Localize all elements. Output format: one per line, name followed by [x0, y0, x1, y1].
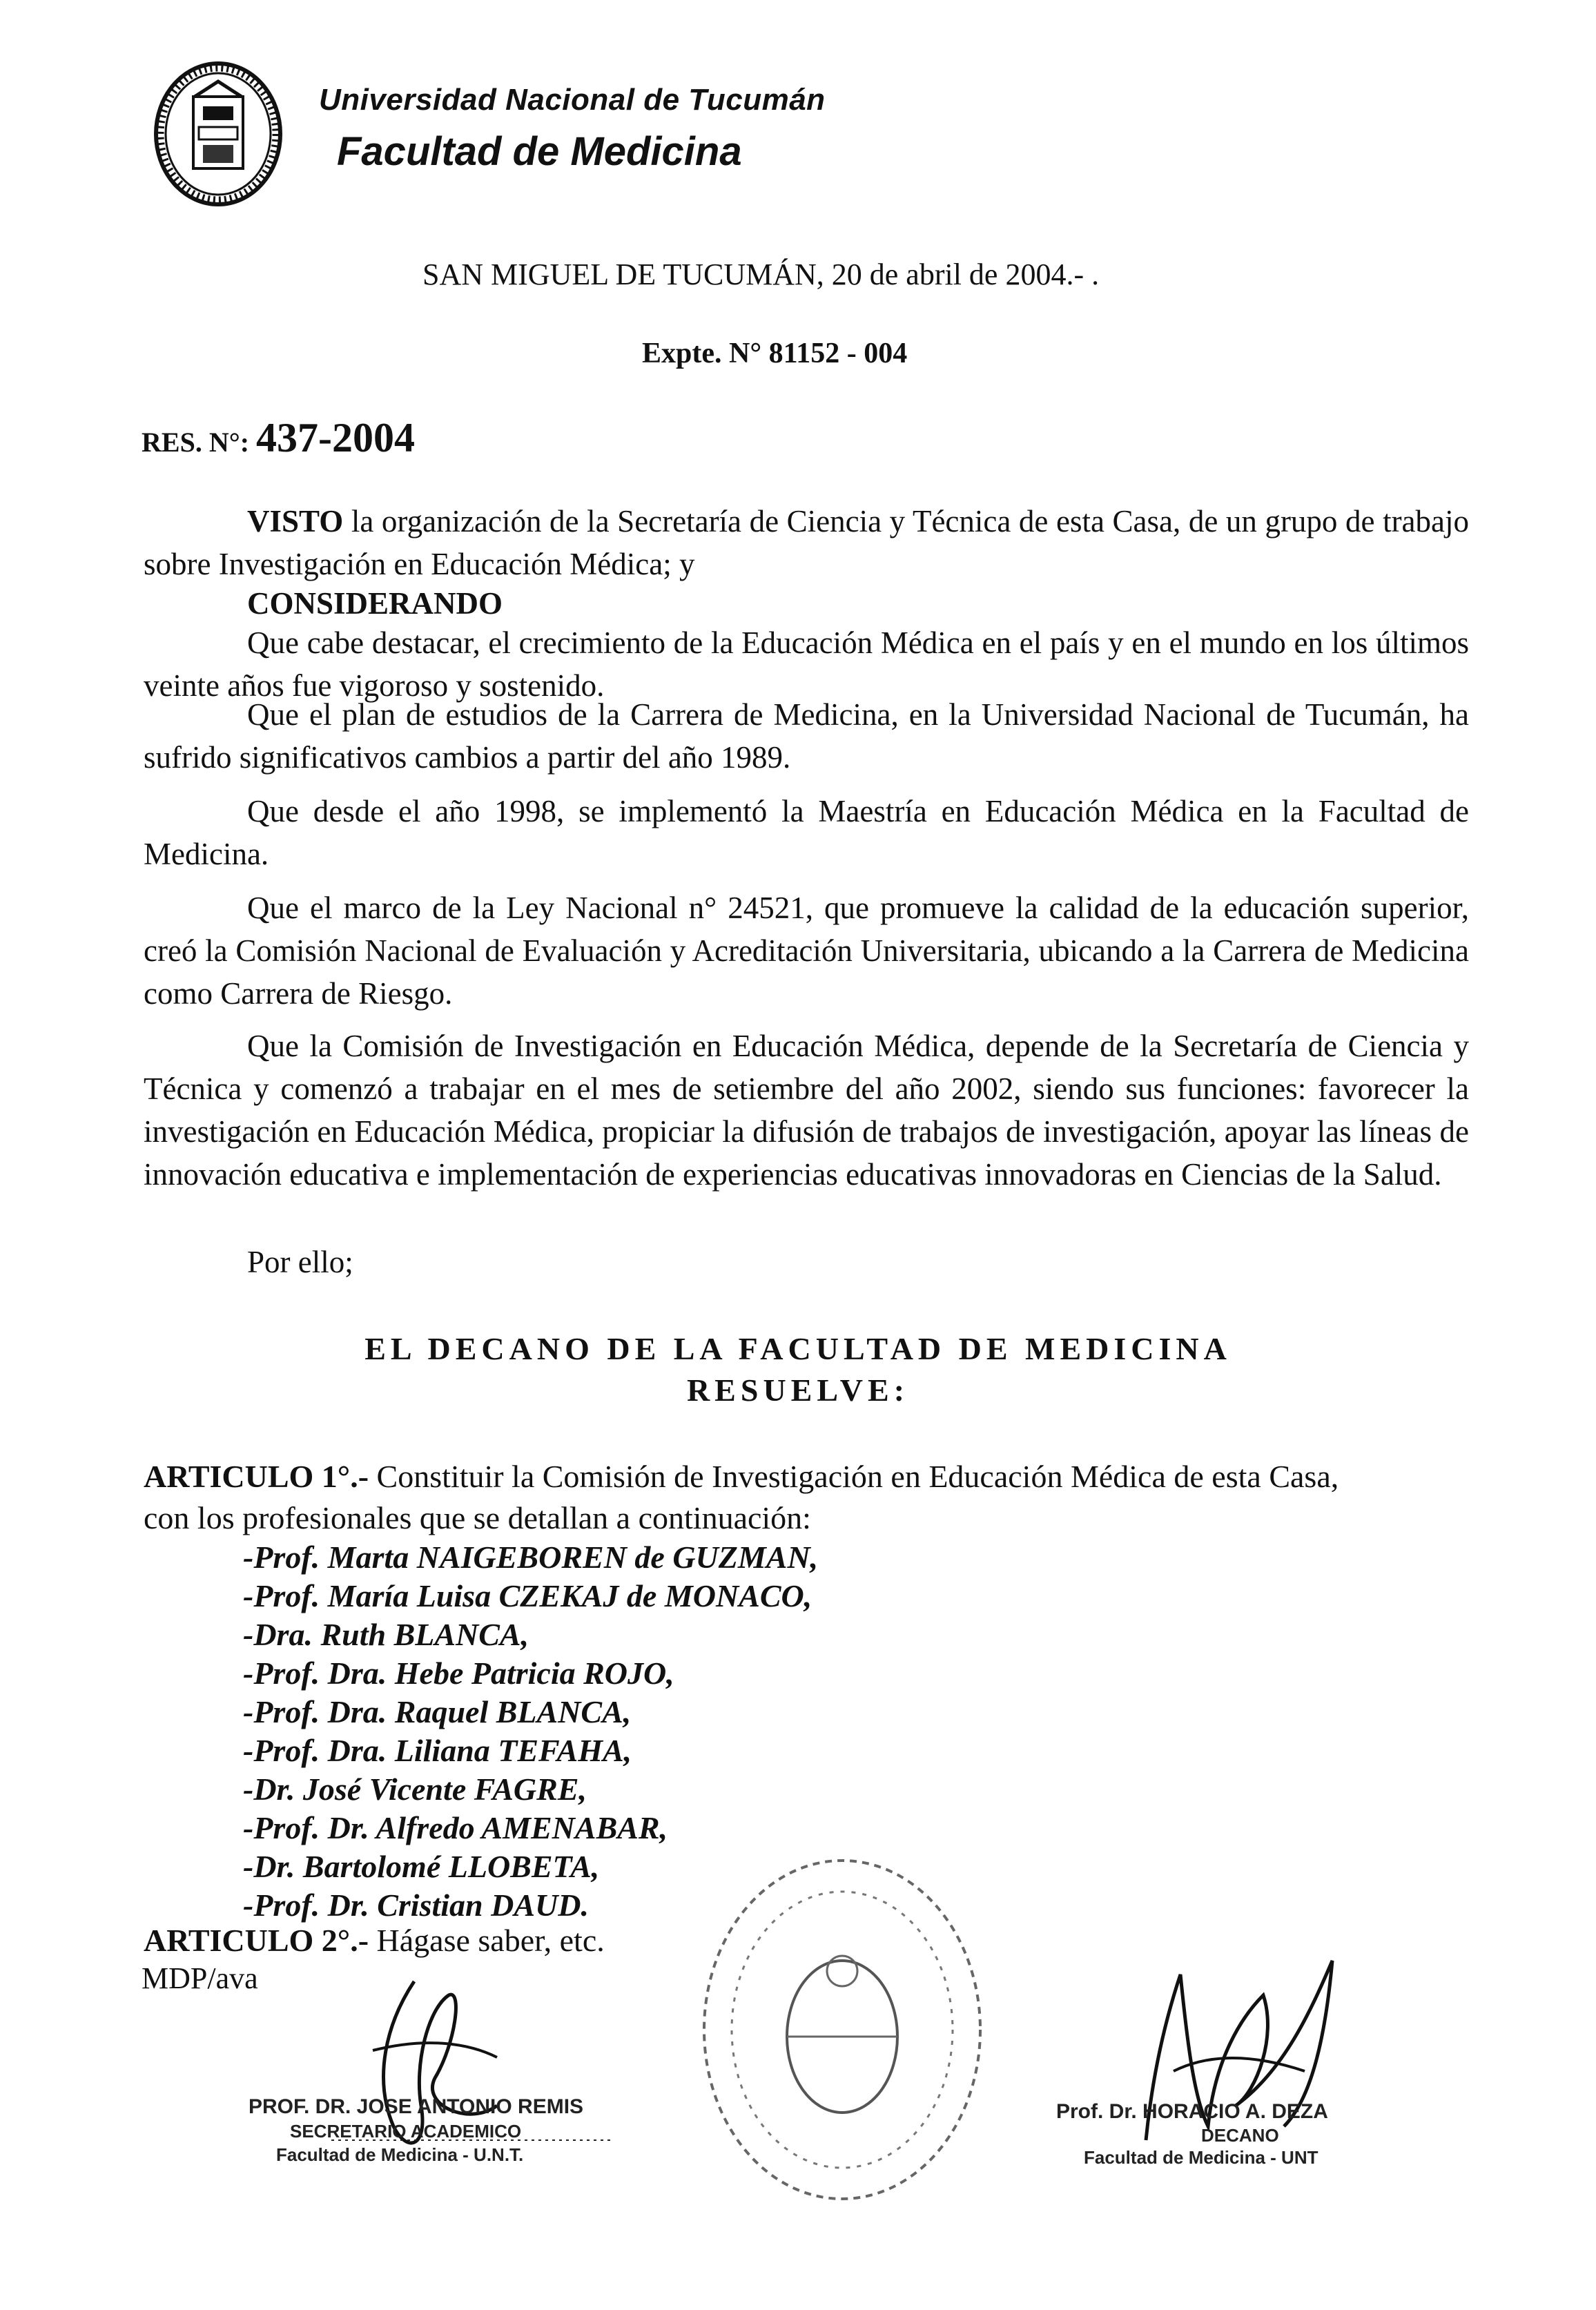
date-line: SAN MIGUEL DE TUCUMÁN, 20 de abril de 2004.- . — [422, 258, 1100, 291]
articulo-2 — [144, 1922, 605, 1959]
articulo-1-label: ARTICULO 1°.- — [144, 1459, 369, 1494]
left-signature-faculty: Facultad de Medicina - U.N.T. — [276, 2144, 524, 2165]
university-seal-icon — [153, 61, 283, 207]
initials: MDP/ava — [142, 1961, 258, 1995]
list-item: -Prof. Dra. Liliana TEFAHA, — [243, 1733, 632, 1768]
left-signature-name: PROF. DR. JOSE ANTONIO REMIS — [249, 2095, 584, 2118]
articulo-2-text: Hágase saber, etc. — [376, 1923, 605, 1958]
articulo-2-label: ARTICULO 2°.- — [144, 1923, 369, 1958]
considerando-2: Que el plan de estudios de la Carrera de Medicina, en la Universidad Nacional de Tucumán, ha sufrido significativos cambios a partir del año 1989. — [144, 697, 1469, 775]
resolution-value: 437-2004 — [256, 415, 415, 460]
official-stamp-icon — [697, 1850, 987, 2209]
visto-paragraph — [144, 500, 1469, 585]
faculty-name: Facultad de Medicina — [337, 129, 742, 174]
list-item: -Prof. Dra. Hebe Patricia ROJO, — [243, 1656, 674, 1691]
left-signature-title: SECRETARIO ACADEMICO — [290, 2121, 522, 2142]
considerando-3: Que desde el año 1998, se implementó la Maestría en Educación Médica en la Facultad de Medicina. — [144, 794, 1469, 871]
list-item: -Prof. Dra. Raquel BLANCA, — [243, 1694, 632, 1729]
right-signature-title: DECANO — [1201, 2125, 1279, 2146]
list-item: -Dr. Bartolomé LLOBETA, — [243, 1849, 600, 1884]
resolution-number — [142, 414, 415, 462]
visto-keyword: VISTO — [247, 504, 344, 538]
list-item: -Prof. María Luisa CZEKAJ de MONACO, — [243, 1578, 812, 1613]
expediente-number: Expte. N° 81152 - 004 — [642, 338, 908, 369]
considerando-1: Que cabe destacar, el crecimiento de la Educación Médica en el país y en el mundo en los últimos veinte años fue vigoroso y sostenido. — [144, 625, 1469, 703]
resolution-label: RES. N°: — [142, 427, 250, 458]
right-signature-faculty: Facultad de Medicina - UNT — [1084, 2147, 1318, 2168]
por-ello: Por ello; — [247, 1245, 353, 1279]
list-item: -Prof. Dr. Cristian DAUD. — [243, 1887, 589, 1923]
considerando-5: Que la Comisión de Investigación en Educación Médica, depende de la Secretaría de Ciencia y Técnica y comenzó a trabajar en el mes de setiembre del año 2002, siendo sus funciones: favorecer la investigación en Educación Médica, propiciar la difusión de trabajos de investigación, apoyar las líneas de innovación educativa e implementación de experiencias educativas innovadoras en Ciencias de la Salud. — [144, 1029, 1469, 1192]
articulo-1-line2: con los profesionales que se detallan a continuación: — [144, 1500, 811, 1535]
list-item: -Prof. Marta NAIGEBOREN de GUZMAN, — [243, 1540, 819, 1575]
decano-heading: EL DECANO DE LA FACULTAD DE MEDICINA — [364, 1331, 1232, 1366]
visto-text: la organización de la Secretaría de Ciencia y Técnica de esta Casa, de un grupo de trabajo sobre Investigación en Educación Médica; y — [144, 504, 1470, 581]
considerando-4: Que el marco de la Ley Nacional n° 24521, que promueve la calidad de la educación superior, creó la Comisión Nacional de Evaluación y Acreditación Universitaria, ubicando a la Carrera de Medicina como Carrera de Riesgo. — [144, 891, 1469, 1011]
list-item: -Dr. José Vicente FAGRE, — [243, 1772, 587, 1807]
right-signature-name: Prof. Dr. HORACIO A. DEZA — [1056, 2100, 1328, 2123]
university-name: Universidad Nacional de Tucumán — [319, 83, 826, 117]
considerando-heading: CONSIDERANDO — [247, 586, 503, 621]
resuelve-heading: RESUELVE: — [686, 1372, 910, 1408]
articulo-1-line1 — [144, 1458, 1339, 1495]
list-item: -Prof. Dr. Alfredo AMENABAR, — [243, 1810, 668, 1845]
articulo-1-text: Constituir la Comisión de Investigación en Educación Médica de esta Casa, — [376, 1459, 1339, 1494]
list-item: -Dra. Ruth BLANCA, — [243, 1617, 529, 1652]
